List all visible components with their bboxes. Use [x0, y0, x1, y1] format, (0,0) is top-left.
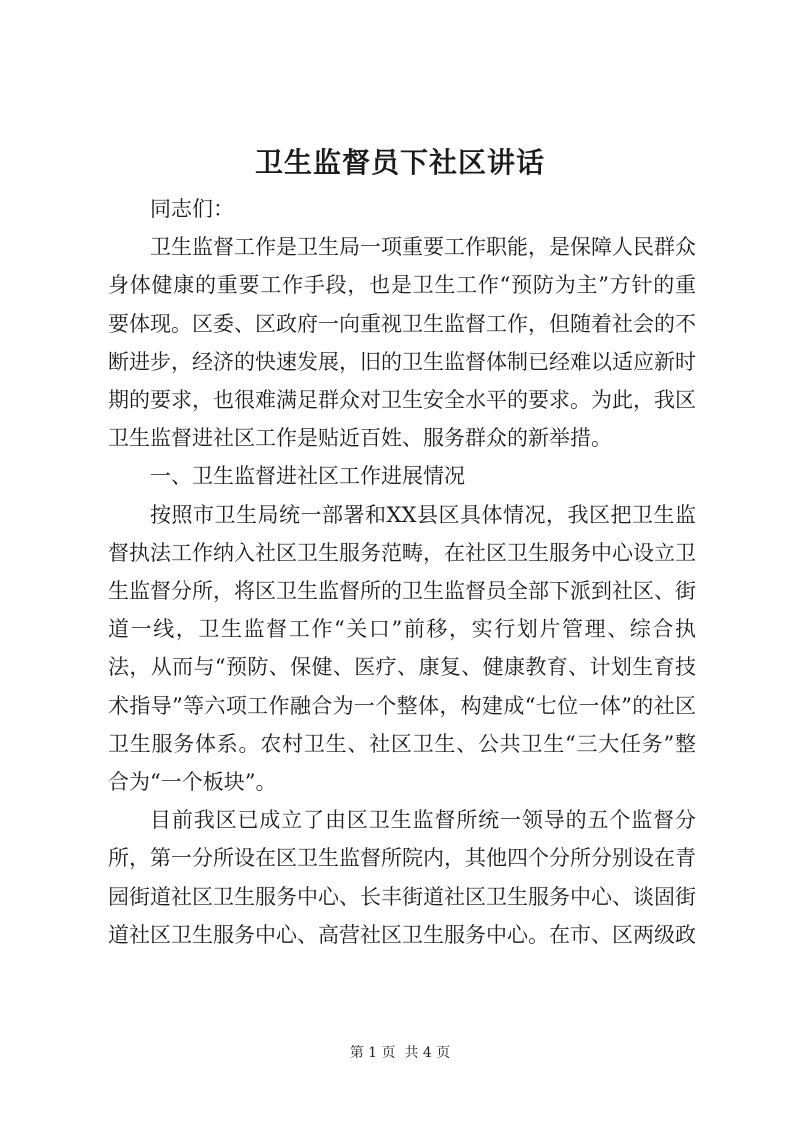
- salutation-paragraph: 同志们：: [150, 197, 234, 221]
- document-title: 卫生监督员下社区讲话: [254, 146, 545, 179]
- document-body: [108, 190, 696, 954]
- body-paragraph: 卫生监督工作是卫生局一项重要工作职能，是保障人民群众身体健康的重要工作手段，也是卫生工作“预防为主”方针的重要体现。区委、区政府一向重视卫生监督工作，但随着社会的不断进步，经济的快速发展，旧的卫生监督体制已经难以适应新时期的要求，也很难满足群众对卫生安全水平的要求。为此，我区卫生监督进社区工作是贴近百姓、服务群众的新举措。: [108, 235, 696, 451]
- body-paragraph: 按照市卫生局统一部署和XX县区具体情况，我区把卫生监督执法工作纳入社区卫生服务范畴，在社区卫生服务中心设立卫生监督分所，将区卫生监督所的卫生监督员全部下派到社区、街道一线，卫生监督工作“关口”前移，实行划片管理、综合执法，从而与“预防、保健、医疗、康复、健康教育、计划生育技术指导”等六项工作融合为一个整体，构建成“七位一体”的社区卫生服务体系。农村卫生、社区卫生、公共卫生“三大任务”整合为“一个板块”。: [108, 502, 696, 795]
- page-footer: [0, 1043, 800, 1063]
- body-paragraph: 目前我区已成立了由区卫生监督所统一领导的五个监督分所，第一分所设在区卫生监督所院内，其他四个分所分别设在青园街道社区卫生服务中心、长丰街道社区卫生服务中心、谈固街道社区卫生服务中心、高营社区卫生服务中心。在市、区两级政: [108, 808, 696, 947]
- section-heading: 一、卫生监督进社区工作进展情况: [150, 464, 465, 489]
- page-number-label: 第 1 页 共 4 页: [349, 1045, 451, 1061]
